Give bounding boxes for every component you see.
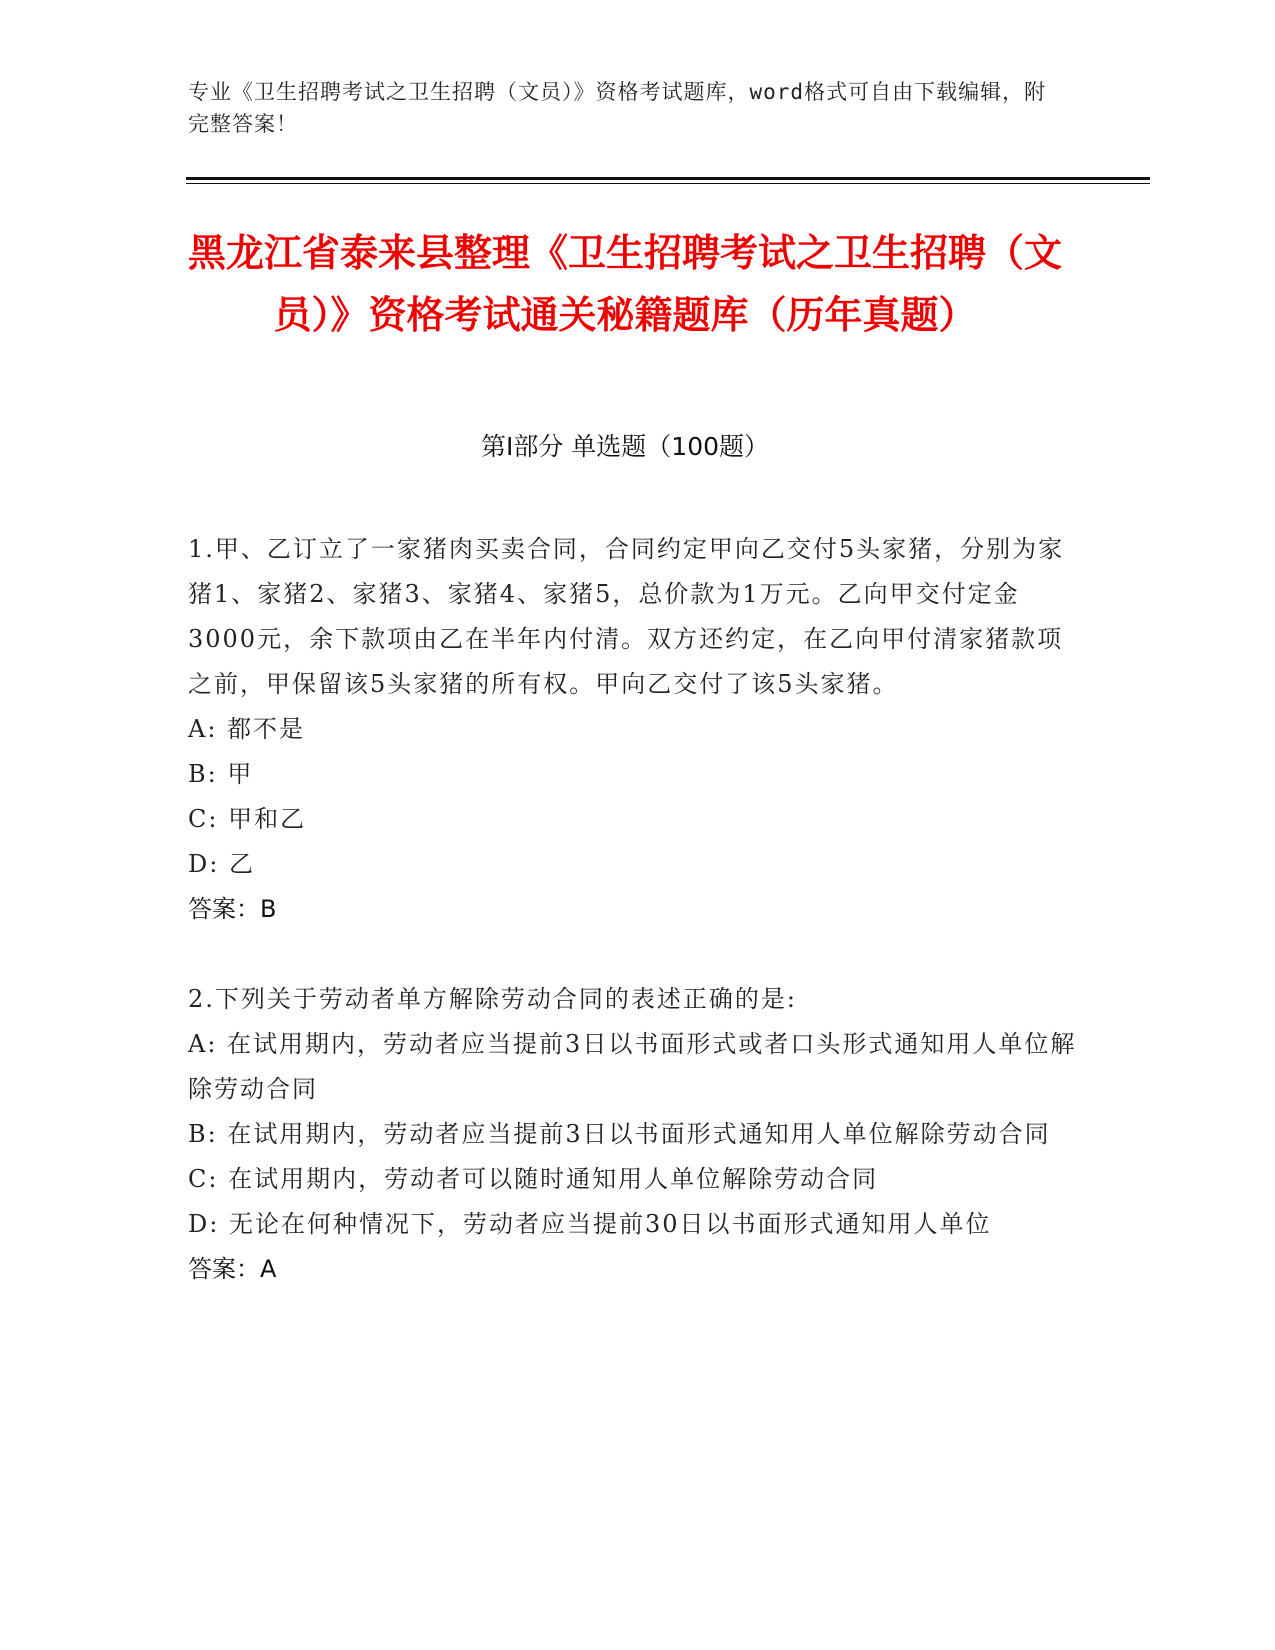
option-b: B: 甲 <box>188 760 254 788</box>
option-d: D: 无论在何种情况下，劳动者应当提前30日以书面形式通知用人单位 <box>188 1210 992 1238</box>
header-rule-thin <box>186 183 1150 184</box>
document-title: 黑龙江省泰来县整理《卫生招聘考试之卫生招聘（文员）》资格考试通关秘籍题库（历年真题） <box>187 231 1062 337</box>
answer: 答案：B <box>188 895 277 923</box>
option-a: A: 在试用期内，劳动者应当提前3日以书面形式或者口头形式通知用人单位解除劳动合同 <box>188 1030 1077 1103</box>
answer: 答案：A <box>188 1255 277 1283</box>
header-note: 专业《卫生招聘考试之卫生招聘（文员）》资格考试题库，word格式可自由下载编辑，附完整答案！ <box>188 80 1047 136</box>
option-b: B: 在试用期内，劳动者应当提前3日以书面形式通知用人单位解除劳动合同 <box>188 1120 1051 1148</box>
header-rule-thick <box>186 177 1150 180</box>
option-a: A: 都不是 <box>188 715 306 743</box>
section-title: 第I部分 单选题（100题） <box>480 432 770 461</box>
question-list <box>188 527 1078 1292</box>
option-c: C: 甲和乙 <box>188 805 307 833</box>
question-1 <box>188 527 1078 932</box>
question-2 <box>188 977 1078 1292</box>
question-stem: 2.下列关于劳动者单方解除劳动合同的表述正确的是: <box>188 985 797 1013</box>
question-stem: 1.甲、乙订立了一家猪肉买卖合同，合同约定甲向乙交付5头家猪，分别为家猪1、家猪2、家猪3、家猪4、家猪5，总价款为1万元。乙向甲交付定金3000元，余下款项由乙在半年内付清。双方还约定，在乙向甲付清家猪款项之前，甲保留该5头家猪的所有权。甲向乙交付了该5头家猪。 <box>188 535 1065 698</box>
option-c: C: 在试用期内，劳动者可以随时通知用人单位解除劳动合同 <box>188 1165 879 1193</box>
option-d: D: 乙 <box>188 850 255 878</box>
